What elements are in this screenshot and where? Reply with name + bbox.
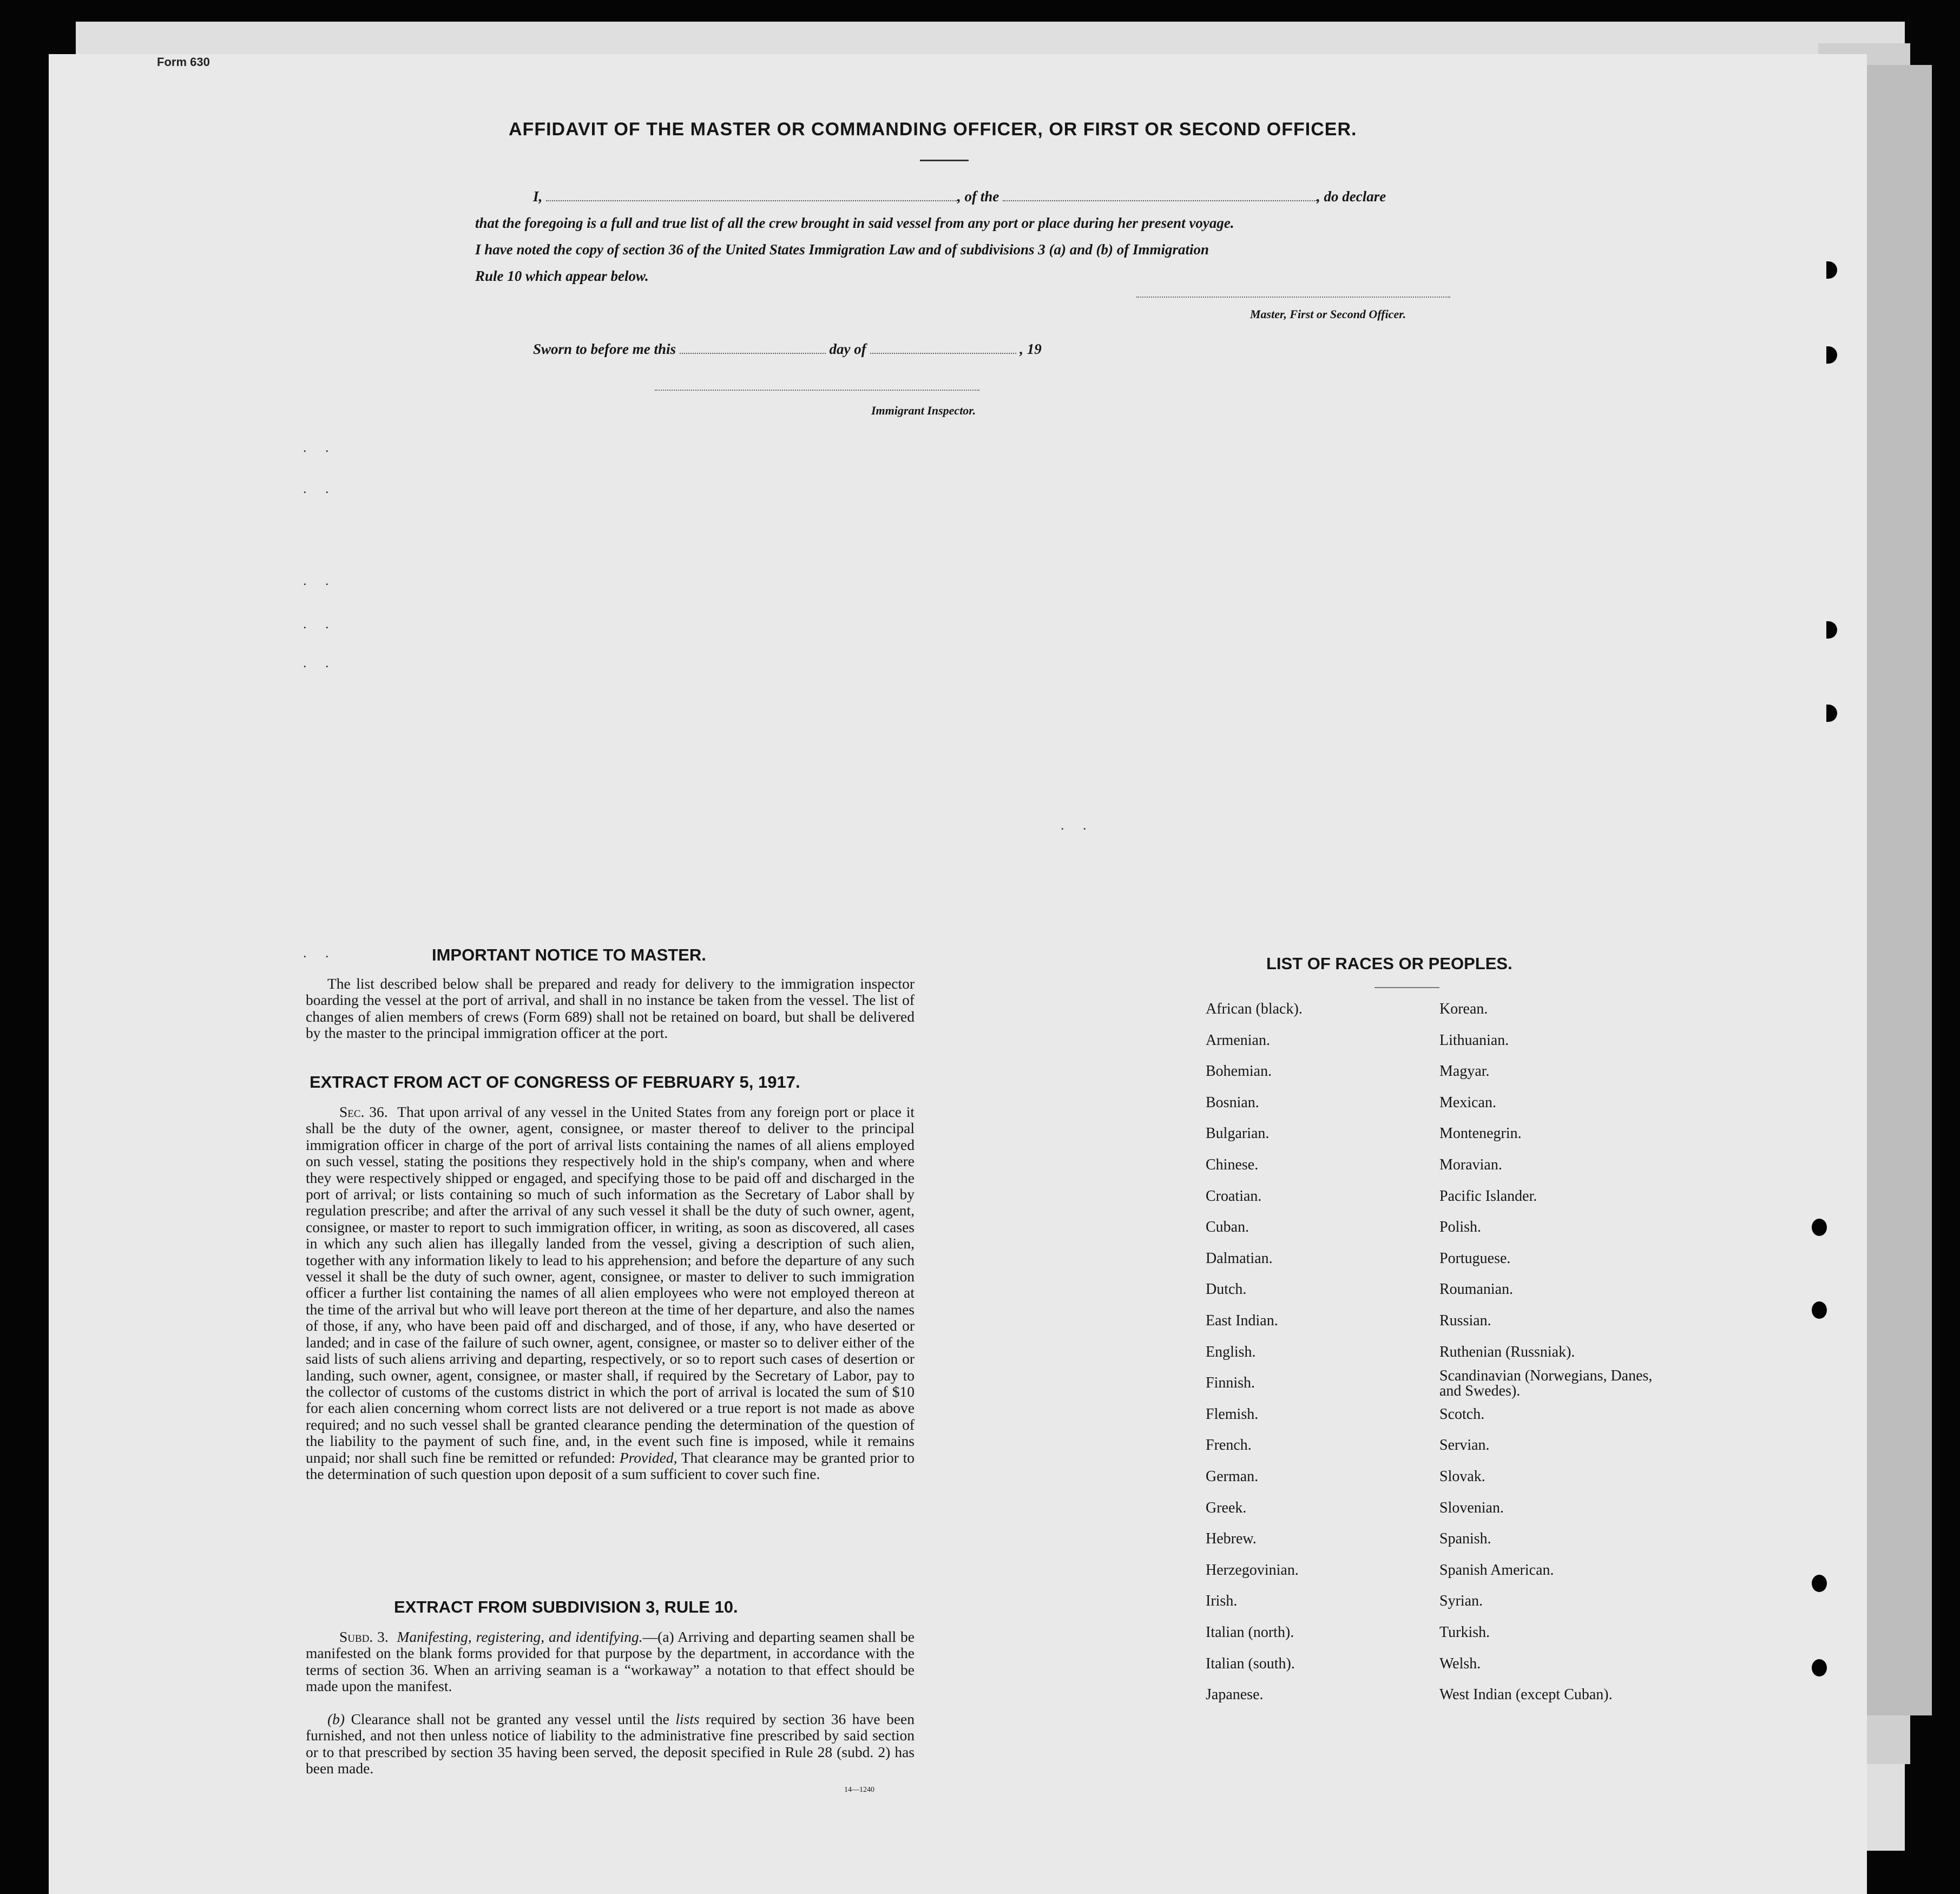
name-blank: [546, 200, 957, 201]
rule-extract-title: EXTRACT FROM SUBDIVISION 3, RULE 10.: [394, 1597, 738, 1616]
race-item: Servian.: [1439, 1437, 1490, 1454]
punch-hole: [1812, 1659, 1827, 1676]
inspector-label: Immigrant Inspector.: [871, 404, 976, 417]
race-item: Bulgarian.: [1206, 1125, 1270, 1142]
stray-mark: . .: [303, 616, 337, 632]
race-item: Irish.: [1206, 1593, 1238, 1610]
clause-b-prefix: (b): [327, 1711, 345, 1727]
punch-hole: [1812, 1575, 1827, 1592]
race-item: English.: [1206, 1343, 1256, 1360]
sworn-day-blank: [680, 352, 826, 354]
race-item: West Indian (except Cuban).: [1439, 1686, 1613, 1704]
section-label: Sec. 36.: [339, 1103, 388, 1120]
act-extract-text: [306, 1104, 915, 1482]
race-item: Finnish.: [1206, 1375, 1255, 1392]
subdivision-heading: Manifesting, registering, and identifying.: [397, 1628, 643, 1645]
race-item: Bohemian.: [1206, 1063, 1272, 1080]
inspector-signature-line: [655, 390, 979, 391]
sworn-line: [533, 341, 1042, 358]
race-item: Polish.: [1439, 1219, 1482, 1236]
race-item: Italian (south).: [1206, 1655, 1295, 1672]
proviso-text: That clearance may be granted prior to the determination of such question upon deposit of a sum sufficient to cover such fine.: [306, 1449, 915, 1482]
affidavit-line-4: Rule 10 which appear below.: [475, 268, 649, 284]
clause-a-prefix: —(a): [642, 1628, 674, 1645]
affidavit-i: I,: [533, 188, 543, 205]
stray-mark: . .: [303, 655, 337, 670]
vessel-blank: [1003, 200, 1317, 201]
race-item: Welsh.: [1439, 1655, 1481, 1672]
affidavit-line-3: I have noted the copy of section 36 of the United States Immigration Law and of subdivisions 3 (a) and (b) of Immigration: [475, 241, 1209, 258]
punch-hole: [1812, 1219, 1827, 1236]
rule-extract-text-a: [306, 1629, 915, 1695]
race-item: Scandinavian (Norwegians, Danes, and Swedes).: [1439, 1367, 1653, 1400]
affidavit-title: AFFIDAVIT OF THE MASTER OR COMMANDING OFFICER, OR FIRST OR SECOND OFFICER.: [509, 119, 1357, 140]
sworn-day-of: day of: [829, 341, 866, 357]
race-item: Montenegrin.: [1439, 1125, 1522, 1142]
race-item: African (black).: [1206, 1001, 1303, 1017]
form-page: [49, 54, 1867, 1894]
clause-a-text: Arriving and departing seamen shall be manifested on the blank forms provided for that purpose by the department, in accordance with the terms of section 36. When an arriving seaman is a “workaway” a notation to that effect should be made upon the manifest.: [306, 1628, 915, 1695]
race-item: Korean.: [1439, 1001, 1488, 1017]
race-item: Scotch.: [1439, 1405, 1485, 1423]
stray-mark: . .: [303, 481, 337, 496]
race-item: Slovenian.: [1439, 1499, 1504, 1516]
races-title: LIST OF RACES OR PEOPLES.: [1266, 954, 1512, 973]
signature-line: [1136, 297, 1450, 298]
race-item: Dalmatian.: [1206, 1249, 1273, 1267]
race-item: Dutch.: [1206, 1281, 1247, 1298]
rule-extract-text-b: [306, 1711, 915, 1777]
form-number: Form 630: [157, 55, 210, 69]
race-item: Lithuanian.: [1439, 1031, 1509, 1049]
print-code: 14—1240: [844, 1786, 874, 1794]
race-item: Pacific Islander.: [1439, 1187, 1537, 1205]
stray-mark: . .: [1061, 817, 1094, 833]
race-item: Greek.: [1206, 1499, 1247, 1516]
proviso-label: Provided,: [619, 1449, 678, 1466]
race-item: Spanish American.: [1439, 1561, 1554, 1579]
race-item: Syrian.: [1439, 1593, 1483, 1610]
race-item: Armenian.: [1206, 1031, 1270, 1049]
race-item: French.: [1206, 1437, 1252, 1454]
race-item: Japanese.: [1206, 1686, 1264, 1704]
stray-mark: . .: [303, 573, 337, 588]
notice-text: The list described below shall be prepared and ready for delivery to the immigration inspector boarding the vessel at the port of arrival, and shall in no instance be taken from the vessel. The list of changes of alien members of crews (Form 689) shall not be retained on board, but shall be delivered by the master to the principal immigration officer at the port.: [306, 975, 915, 1042]
punch-hole: [1812, 1301, 1827, 1319]
stray-mark: . .: [303, 945, 337, 961]
clause-b-text-2: required by section 36 have been furnished, and not then unless notice of liability to the administrative fine prescribed by said section or to that prescribed by section 35 having been served, the deposit specified in Rule 28 (subd. 2) has been made.: [306, 1711, 915, 1777]
race-item: Slovak.: [1439, 1468, 1485, 1485]
race-item: Moravian.: [1439, 1156, 1502, 1173]
signature-label: Master, First or Second Officer.: [1250, 307, 1406, 321]
race-item: Portuguese.: [1439, 1249, 1511, 1267]
race-item: East Indian.: [1206, 1312, 1278, 1329]
race-item: Chinese.: [1206, 1156, 1259, 1173]
affidavit-do-declare: , do declare: [1317, 188, 1386, 205]
affidavit-line-1: [533, 188, 1386, 205]
section-text: That upon arrival of any vessel in the United States from any foreign port or place it shall be the duty of the owner, agent, consignee, or master thereof to deliver to the principal immigration officer in charge of the port of arrival lists containing the names of all aliens employed on such vessel, stating the positions they respectively hold in the ship's company, when and where they were respectively shipped or engaged, and specifying those to be paid off and discharged in the port of arrival; or lists containing so much of such information as the Secretary of Labor shall by regulation prescribe; and after the arrival of any such vessel it shall be the duty of such owner, agent, consignee, or master to report to such immigration officer, in writing, as soon as discovered, all cases in which any such alien has illegally landed from the vessel, giving a description of such alien, together with any information likely to lead to his apprehension; and before the departure of any such vessel it shall be the duty of such owner, agent, consignee, or master to deliver to such immigration officer a further list containing the names of all alien employees who were not employed thereon at the time of the arrival but who will leave port thereon at the time of her departure, and also the names of those, if any, who have been paid off and discharged, and of those, if any, who have deserted or landed; and in case of the failure of such owner, agent, consignee, or master so to deliver either of the said lists of such aliens arriving and departing, respectively, or so to report such cases of desertion or landing, such owner, agent, consignee, or master shall, if required by the Secretary of Labor, pay to the collector of customs of the customs district in which the port of arrival is located the sum of $10 for each alien concerning whom correct lists are not delivered or a true report is not made as above required; and no such vessel shall be granted clearance pending the determination of the question of the liability to the payment of such fine, and, in the event such fine is imposed, while it remains unpaid; nor shall such fine be remitted or refunded:: [306, 1103, 915, 1466]
back-sheet-edge: [1862, 65, 1932, 1715]
subdivision-label: Subd. 3.: [339, 1628, 389, 1645]
race-item: Herzegovinian.: [1206, 1561, 1299, 1579]
race-item: Russian.: [1439, 1312, 1491, 1329]
race-item: Italian (north).: [1206, 1624, 1294, 1641]
race-item: Hebrew.: [1206, 1530, 1257, 1548]
affidavit-of-the: , of the: [957, 188, 999, 205]
affidavit-line-2: that the foregoing is a full and true list of all the crew brought in said vessel from any port or place during her present voyage.: [475, 215, 1234, 231]
race-item: Spanish.: [1439, 1530, 1491, 1548]
race-item: Flemish.: [1206, 1405, 1259, 1423]
race-item: Magyar.: [1439, 1063, 1490, 1080]
race-item: Roumanian.: [1439, 1281, 1514, 1298]
sworn-month-blank: [870, 352, 1016, 354]
clause-b-lists: lists: [675, 1711, 700, 1727]
stray-mark: . .: [303, 439, 337, 455]
race-item: Cuban.: [1206, 1219, 1249, 1236]
act-extract-title: EXTRACT FROM ACT OF CONGRESS OF FEBRUARY 5, 1917.: [310, 1073, 800, 1091]
race-item: Ruthenian (Russniak).: [1439, 1343, 1575, 1360]
race-item: Mexican.: [1439, 1094, 1496, 1111]
notice-title: IMPORTANT NOTICE TO MASTER.: [432, 945, 706, 964]
race-item: Turkish.: [1439, 1624, 1490, 1641]
divider: [1374, 987, 1439, 988]
sworn-text: Sworn to before me this: [533, 341, 676, 357]
divider: [920, 160, 969, 161]
race-item: Bosnian.: [1206, 1094, 1259, 1111]
race-item: Croatian.: [1206, 1187, 1262, 1205]
sworn-year: , 19: [1020, 341, 1042, 357]
clause-b-text-1: Clearance shall not be granted any vessel until the: [351, 1711, 669, 1727]
race-item: German.: [1206, 1468, 1259, 1485]
